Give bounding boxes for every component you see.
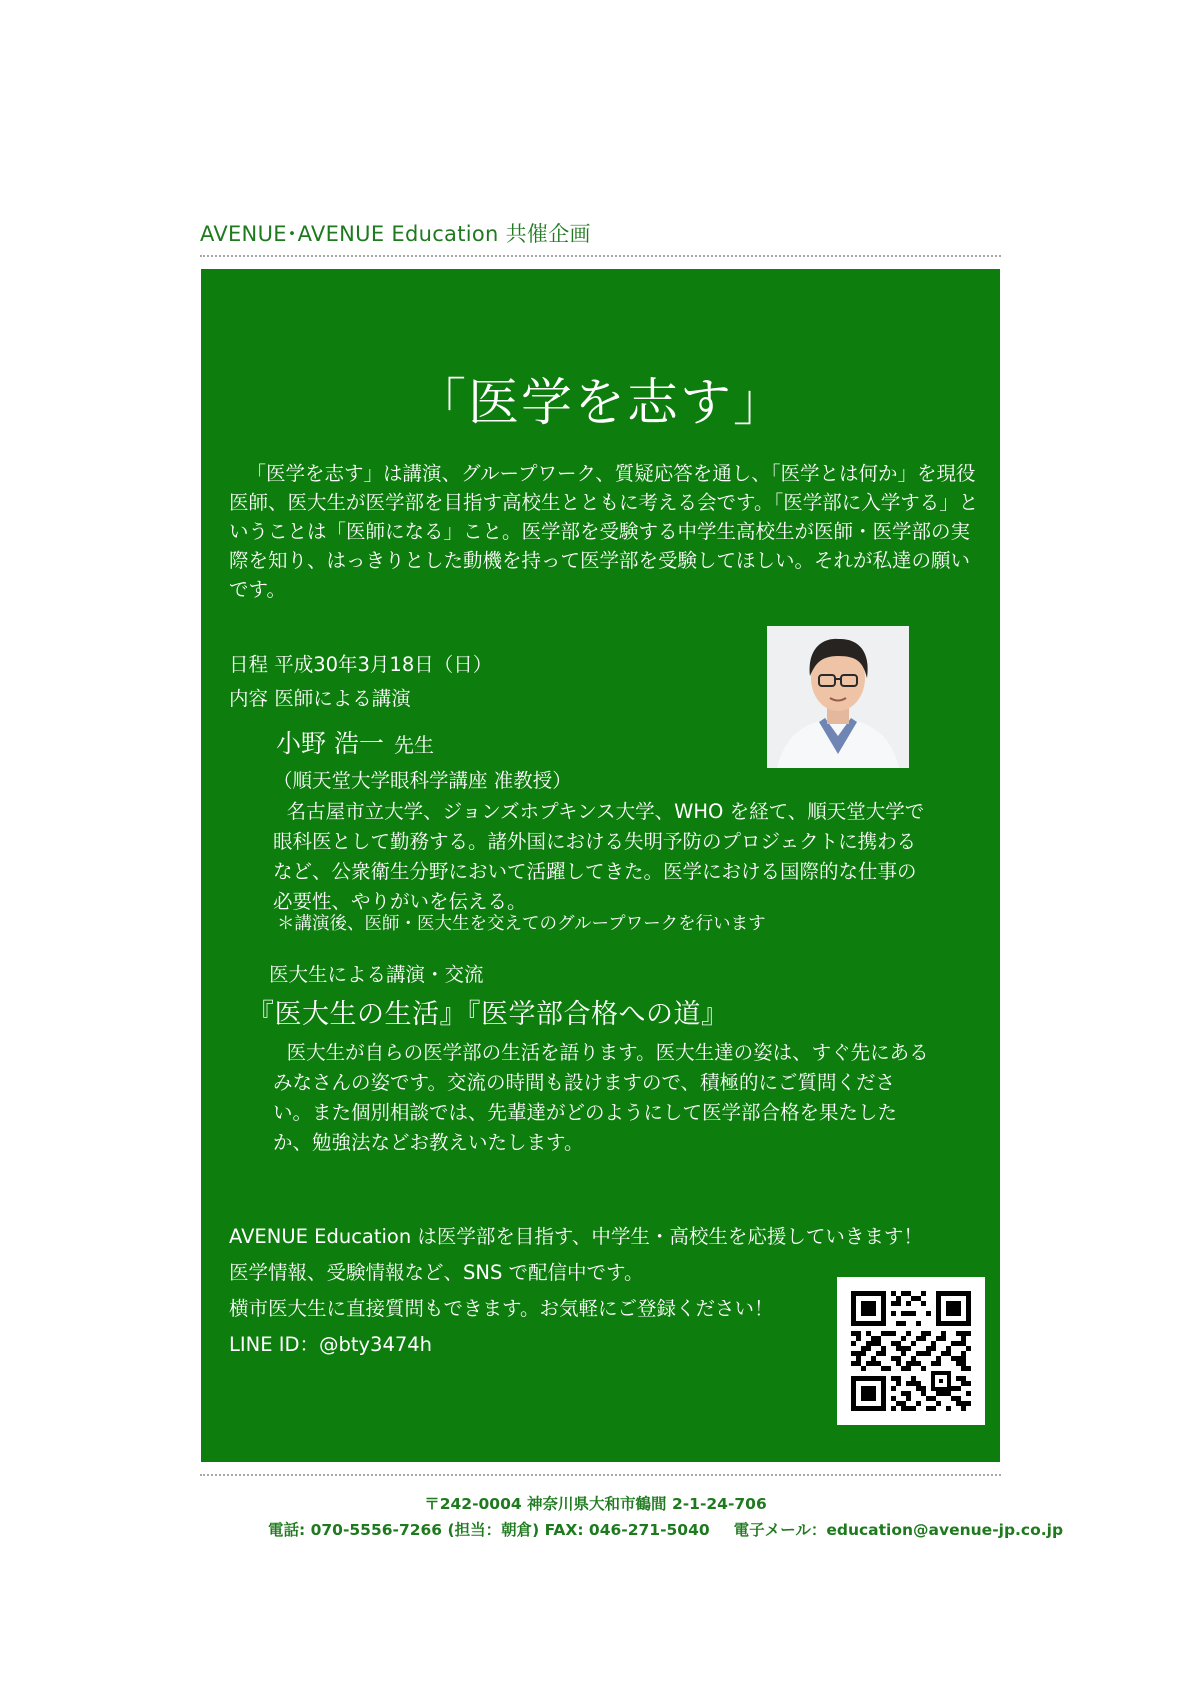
speaker-bio	[273, 797, 933, 917]
top-divider	[200, 255, 1001, 257]
qr-code-image	[837, 1277, 985, 1425]
speaker-bio-paragraph: 名古屋市立大学、ジョンズホプキンス大学、WHO を経て、順天堂大学で眼科医として勤務する。諸外国における失明予防のプロジェクトに携わるなど、公衆衛生分野において活躍してきた。医学における国際的な仕事の必要性、やりがいを伝える。	[273, 800, 925, 913]
avenue-line-3: 横市医大生に直接質問もできます。お気軽にご登録ください！	[229, 1297, 774, 1320]
student-session-body	[273, 1038, 933, 1158]
intro-text	[229, 459, 981, 604]
avenue-line-1: AVENUE Education は医学部を目指す、中学生・高校生を応援していきます！	[229, 1225, 923, 1248]
student-session-label: 医大生による講演・交流	[269, 963, 484, 986]
footer-phone[interactable]: 電話: 070-5556-7266 (担当：朝倉)	[268, 1521, 540, 1539]
line-id[interactable]: LINE ID：@bty3474h	[229, 1333, 433, 1356]
group-work-note: ＊講演後、医師・医大生を交えてのグループワークを行います	[277, 914, 766, 934]
event-panel	[201, 269, 1000, 1462]
speaker-photo	[767, 626, 909, 768]
footer-email[interactable]: 電子メール：education@avenue-jp.co.jp	[733, 1521, 1064, 1539]
avenue-line-2: 医学情報、受験情報など、SNS で配信中です。	[229, 1261, 644, 1284]
speaker-portrait-image	[767, 626, 909, 768]
avenue-info	[229, 1219, 923, 1363]
event-title: 「医学を志す」	[414, 374, 786, 433]
schedule-line: 日程 平成30年3月18日（日）	[229, 653, 493, 676]
speaker-name-line	[276, 724, 434, 760]
student-session-paragraph: 医大生が自らの医学部の生活を語ります。医大生達の姿は、すぐ先にあるみなさんの姿です。交流の時間も設けますので、積極的にご質問ください。また個別相談では、先輩達がどのようにして医学部合格を果たしたか、勉強法などお教えいたします。	[273, 1041, 929, 1154]
content-label: 内容 医師による講演	[229, 687, 411, 710]
footer-contact	[268, 1518, 1063, 1540]
student-session-title: 『医大生の生活』『医学部合格への道』	[247, 999, 729, 1030]
speaker-name: 小野 浩一	[276, 729, 384, 758]
bottom-divider	[200, 1474, 1001, 1476]
header-title: AVENUE･AVENUE Education 共催企画	[200, 222, 591, 246]
intro-paragraph: 「医学を志す」は講演、グループワーク、質疑応答を通し、「医学とは何か」を現役医師、医大生が医学部を目指す高校生とともに考える会です。「医学部に入学する」ということは「医師になる」こと。医学部を受験する中学生高校生が医師・医学部の実際を知り、はっきりとした動機を持って医学部を受験してほしい。それが私達の願いです。	[229, 462, 979, 601]
speaker-honorific: 先生	[393, 733, 434, 757]
qr-code[interactable]	[837, 1277, 985, 1425]
footer-fax: FAX: 046-271-5040	[544, 1521, 710, 1539]
footer-address: 〒242-0004 神奈川県大和市鶴間 2-1-24-706	[424, 1495, 767, 1513]
speaker-affiliation: （順天堂大学眼科学講座 准教授）	[273, 769, 572, 792]
